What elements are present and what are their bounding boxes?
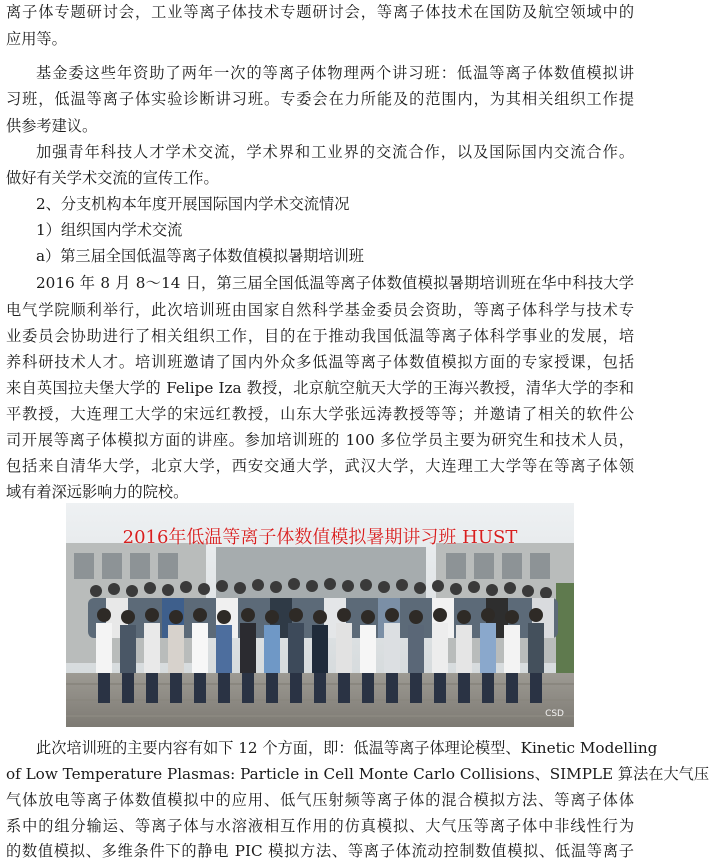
paragraph-line: 基金委这些年资助了两年一次的等离子体物理两个讲习班：低温等离子体数值模拟讲 xyxy=(36,64,634,82)
paragraph-line: 养科研技术人才。培训班邀请了国内外众多低温等离子体数值模拟方面的专家授课，包括 xyxy=(6,353,634,371)
subsection-heading: a）第三届全国低温等离子体数值模拟暑期培训班 xyxy=(36,247,364,265)
paragraph-line: 司开展等离子体模拟方面的讲座。参加培训班的 100 多位学员主要为研究生和技术人员， xyxy=(6,431,634,449)
paragraph-line: 系中的组分输运、等离子体与水溶液相互作用的仿真模拟、大气压等离子体中非线性行为 xyxy=(6,817,634,835)
paragraph-line: 域有着深远影响力的院校。 xyxy=(6,483,189,501)
paragraph-line: 气体放电等离子体数值模拟中的应用、低气压射频等离子体的混合模拟方法、等离子体体 xyxy=(6,791,634,809)
paragraph-line: 2016 年 8 月 8～14 日，第三届全国低温等离子体数值模拟暑期培训班在华中科技大学 xyxy=(36,274,634,292)
section-heading: 2、分支机构本年度开展国际国内学术交流情况 xyxy=(36,195,350,213)
paragraph-line: 业委员会协助进行了相关组织工作，目的在于推动我国低温等离子体科学事业的发展，培 xyxy=(6,327,634,345)
paragraph-line: 电气学院顺利举行，此次培训班由国家自然科学基金委员会资助，等离子体科学与技术专 xyxy=(6,301,634,319)
paragraph-line: of Low Temperature Plasmas: Particle in Cell Monte Carlo Collisions、SIMPLE 算法在大气压 xyxy=(6,765,709,783)
paragraph-line: 的数值模拟、多维条件下的静电 PIC 模拟方法、等离子体流动控制数值模拟、低温等离子 xyxy=(6,842,634,860)
paragraph-line: 来自英国拉夫堡大学的 Felipe Iza 教授，北京航空航天大学的王海兴教授，清华大学的李和 xyxy=(6,379,634,397)
paragraph-line: 平教授，大连理工大学的宋远红教授，山东大学张远涛教授等等；并邀请了相关的软件公 xyxy=(6,405,634,423)
photo-banner-text: 2016年低温等离子体数值模拟暑期讲习班 HUST xyxy=(122,527,518,548)
subsection-heading: 1）组织国内学术交流 xyxy=(36,221,183,239)
paragraph-line: 离子体专题研讨会，工业等离子体技术专题研讨会，等离子体技术在国防及航空领域中的 xyxy=(6,3,634,21)
paragraph-line: 供参考建议。 xyxy=(6,117,98,135)
paragraph-line: 做好有关学术交流的宣传工作。 xyxy=(6,169,219,187)
paragraph-line: 包括来自清华大学，北京大学，西安交通大学，武汉大学，大连理工大学等在等离子体领 xyxy=(6,457,634,475)
paragraph-line: 习班，低温等离子体实验诊断讲习班。专委会在力所能及的范围内，为其相关组织工作提 xyxy=(6,90,634,108)
paragraph-line: 此次培训班的主要内容有如下 12 个方面，即：低温等离子体理论模型、Kinetic Modelling xyxy=(36,739,658,757)
paragraph-line: 加强青年科技人才学术交流，学术界和工业界的交流合作，以及国际国内交流合作。 xyxy=(36,143,634,161)
paragraph-line: 应用等。 xyxy=(6,30,67,48)
group-photo xyxy=(66,503,574,727)
photo-watermark: CSD xyxy=(545,709,564,719)
